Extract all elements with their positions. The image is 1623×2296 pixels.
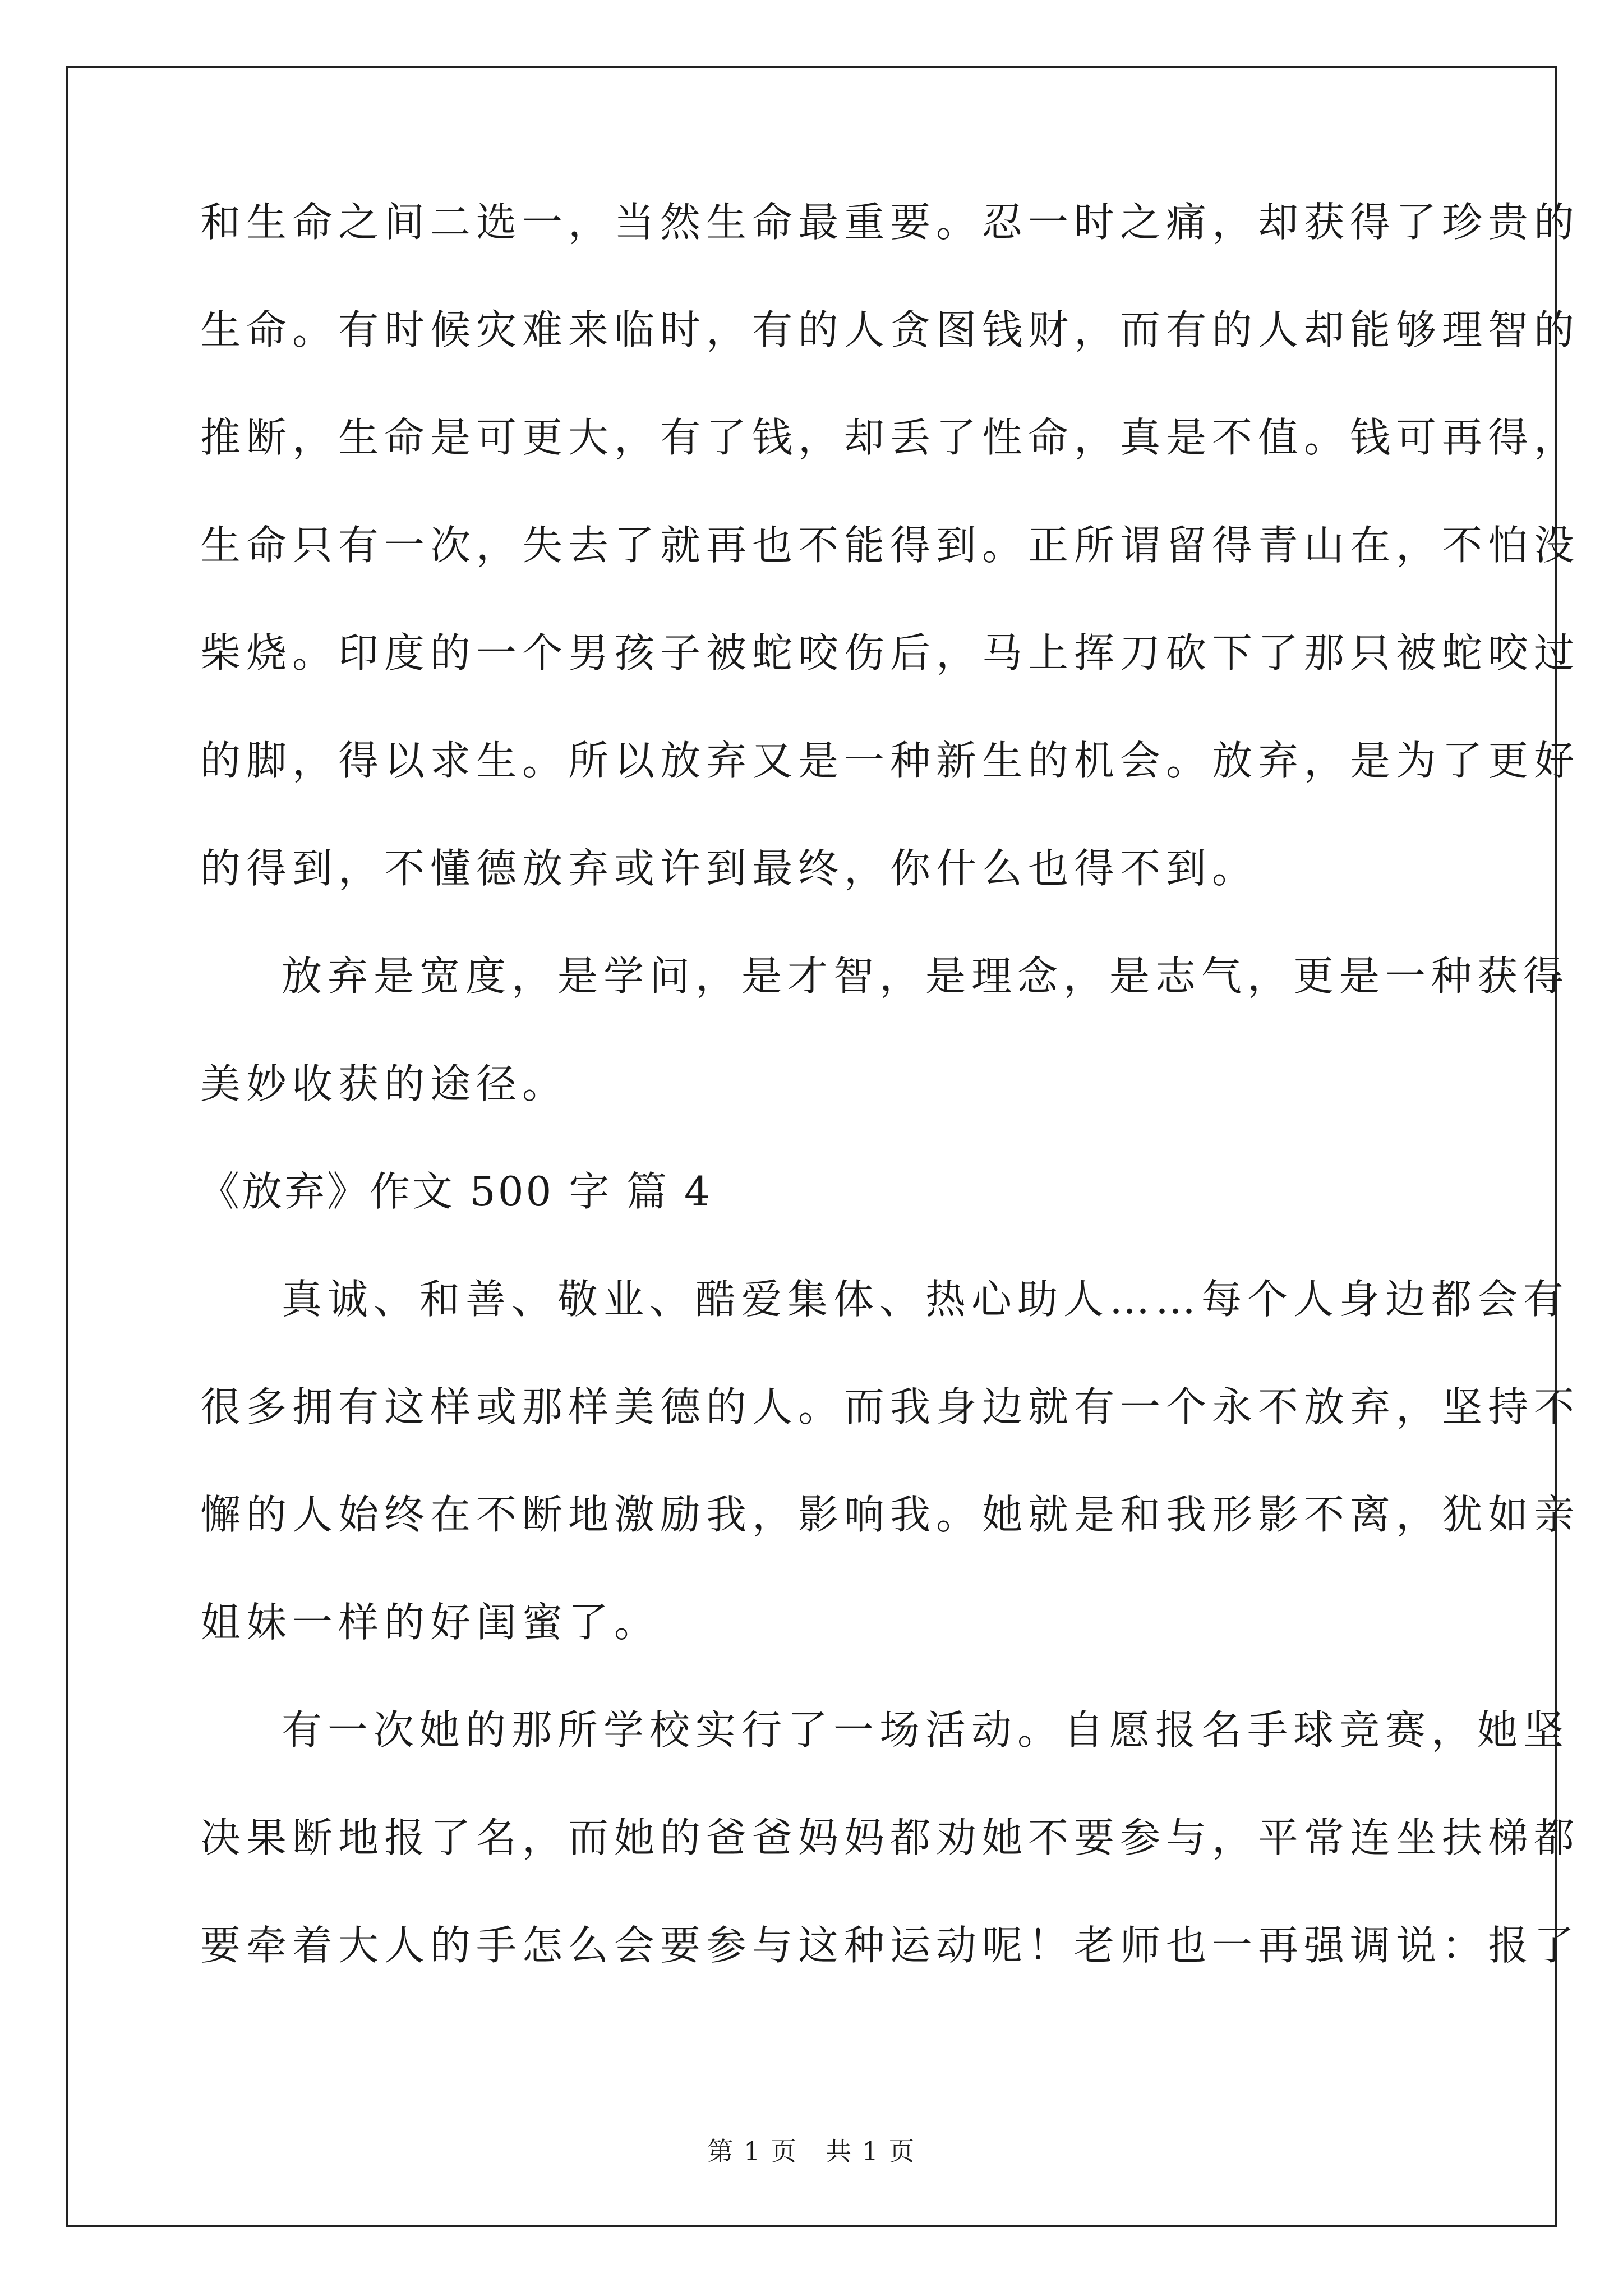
text-line: 生命。有时候灾难来临时，有的人贪图钱财，而有的人却能够理智的: [200, 306, 1580, 353]
text-line: 要牵着大人的手怎么会要参与这种运动呢！老师也一再强调说：报了: [200, 1922, 1580, 1969]
text-line: 柴烧。印度的一个男孩子被蛇咬伤后，马上挥刀砍下了那只被蛇咬过: [200, 629, 1580, 677]
text-line: 姐妹一样的好闺蜜了。: [200, 1599, 661, 1646]
text-line: 决果断地报了名，而她的爸爸妈妈都劝她不要参与，平常连坐扶梯都: [200, 1814, 1580, 1861]
text-line: 生命只有一次，失去了就再也不能得到。正所谓留得青山在，不怕没: [200, 522, 1580, 569]
document-body: [199, 199, 1580, 2033]
text-line: 有一次她的那所学校实行了一场活动。自愿报名手球竞赛，她坚: [282, 1706, 1570, 1754]
text-line: 的得到，不懂德放弃或许到最终，你什么也得不到。: [200, 845, 1258, 892]
page-number: 第 1 页: [707, 2136, 797, 2166]
text-line: 懈的人始终在不断地激励我，影响我。她就是和我形影不离，犹如亲: [200, 1491, 1580, 1538]
text-line: 和生命之间二选一，当然生命最重要。忍一时之痛，却获得了珍贵的: [200, 199, 1580, 246]
text-line: 的脚，得以求生。所以放弃又是一种新生的机会。放弃，是为了更好: [200, 737, 1580, 784]
page-footer: [0, 2137, 1623, 2165]
text-line: 真诚、和善、敬业、酷爱集体、热心助人……每个人身边都会有: [282, 1276, 1570, 1323]
text-line: 放弃是宽度，是学问，是才智，是理念，是志气，更是一种获得: [282, 953, 1570, 1000]
text-line: 很多拥有这样或那样美德的人。而我身边就有一个永不放弃，坚持不: [200, 1383, 1580, 1430]
section-heading: 《放弃》作文 500 字 篇 4: [199, 1168, 712, 1215]
text-line: 美妙收获的途径。: [200, 1060, 569, 1107]
text-line: 推断，生命是可更大，有了钱，却丢了性命，真是不值。钱可再得，: [200, 414, 1580, 461]
page-total: 共 1 页: [826, 2136, 916, 2166]
